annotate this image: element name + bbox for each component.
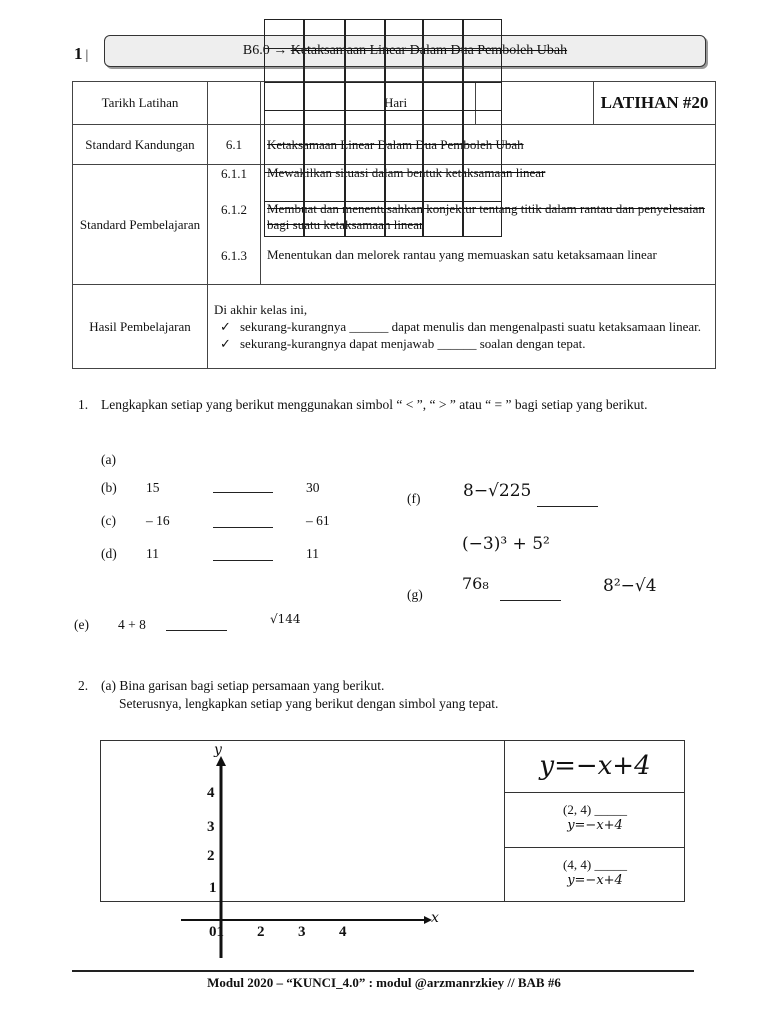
hasil-item-text: sekurang-kurangnya dapat menjawab ______ soalan dengan tepat. — [240, 336, 586, 351]
point-expr: y=−x+4 — [567, 818, 623, 833]
x-tick-label: 2 — [257, 924, 265, 940]
point-label: (4, 4) _____ — [563, 857, 627, 872]
point-expr: y=−x+4 — [567, 873, 623, 888]
tarikh-label: Tarikh Latihan — [73, 82, 208, 125]
q1d-left: 11 — [146, 546, 159, 561]
sp-text: Menentukan dan melorek rantau yang memuaskan satu ketaksamaan linear — [267, 247, 657, 262]
q1a-label: (a) — [101, 452, 116, 467]
y-tick-label: 2 — [207, 848, 215, 864]
footer-text: Modul 2020 – “KUNCI_4.0” : modul @arzmanrzkiey // BAB #6 — [207, 975, 561, 990]
standard-kandungan-label: Standard Kandungan — [73, 125, 208, 165]
y-tick-label: 4 — [207, 785, 215, 801]
q1e-right: √144 — [270, 612, 301, 626]
page-number-value: 1 — [74, 44, 83, 63]
x-axis-label: x — [431, 910, 439, 926]
latihan-number: LATIHAN #20 — [594, 82, 716, 125]
sk-code: 6.1 — [208, 125, 261, 165]
arrow-icon: → — [273, 43, 288, 58]
q1c-right: – 61 — [306, 513, 330, 528]
sk-text: Ketaksamaan Linear Dalam Dua Pemboleh Ubah — [261, 125, 716, 165]
q2-line2: Seterusnya, lengkapkan setiap yang berikut dengan simbol yang tepat. — [119, 696, 499, 711]
sp-code: 6.1.3 — [221, 248, 247, 263]
q1g-left: 76₈ — [462, 574, 489, 593]
q1-number: 1. — [78, 397, 89, 412]
y-tick-label: 1 — [209, 880, 217, 896]
sp-code: 6.1.1 — [221, 166, 247, 181]
x-tick-label: 3 — [298, 924, 306, 940]
q1b-left: 15 — [146, 480, 160, 495]
q2-line1: (a) Bina garisan bagi setiap persamaan yang berikut. — [101, 678, 385, 693]
q1b-right: 30 — [306, 480, 320, 495]
sp-text: Mewakilkan situasi dalam bentuk ketaksamaan linear — [267, 165, 546, 180]
q1g-right: 8²−√4 — [603, 576, 657, 596]
point-label: (2, 4) _____ — [563, 802, 627, 817]
check-icon: ✓ — [220, 336, 231, 351]
standard-pembelajaran-label: Standard Pembelajaran — [73, 165, 208, 285]
sp-code: 6.1.2 — [221, 202, 247, 217]
y-axis-label: y — [214, 742, 222, 758]
chapter-title: Ketaksamaan Linear Dalam Dua Pemboleh Ubah — [290, 43, 568, 58]
hari-label: Hari — [378, 82, 476, 125]
q1f-right: (−3)³ + 5² — [462, 534, 550, 554]
check-icon: ✓ — [220, 319, 231, 334]
equation-heading: y=−x+4 — [505, 741, 685, 793]
q1d-right: 11 — [306, 546, 319, 561]
x-tick-label: 4 — [339, 924, 347, 940]
q1c-label: (c) — [101, 513, 116, 528]
footer-rule — [72, 970, 694, 972]
q1d-label: (d) — [101, 546, 117, 561]
q1-text: Lengkapkan setiap yang berikut menggunakan simbol “ < ”, “ > ” atau “ = ” bagi setiap yang berikut. — [101, 397, 648, 412]
q1e-label: (e) — [74, 617, 89, 632]
x-tick-label: 01 — [209, 924, 224, 940]
q1e-left: 4 + 8 — [118, 617, 146, 632]
q1c-left: – 16 — [146, 513, 170, 528]
hasil-intro: Di akhir kelas ini, — [214, 302, 308, 317]
q1b-label: (b) — [101, 480, 117, 495]
q1g-label: (g) — [407, 587, 423, 602]
hasil-label: Hasil Pembelajaran — [73, 285, 208, 369]
chapter-code: B6.0 — [242, 43, 270, 58]
sp-text: Membuat dan menentusahkan konjektur tentang titik dalam rantau dan penyelesaian bagi suatu ketaksamaan linear — [267, 201, 705, 232]
q1f-label: (f) — [407, 491, 421, 506]
page-number-separator: | — [85, 48, 89, 63]
y-tick-label: 3 — [207, 819, 215, 835]
q1f-left: 8−√225 — [463, 481, 532, 501]
hasil-item-text: sekurang-kurangnya ______ dapat menulis dan mengenalpasti suatu ketaksamaan linear. — [240, 319, 701, 334]
q2-number: 2. — [78, 678, 89, 693]
